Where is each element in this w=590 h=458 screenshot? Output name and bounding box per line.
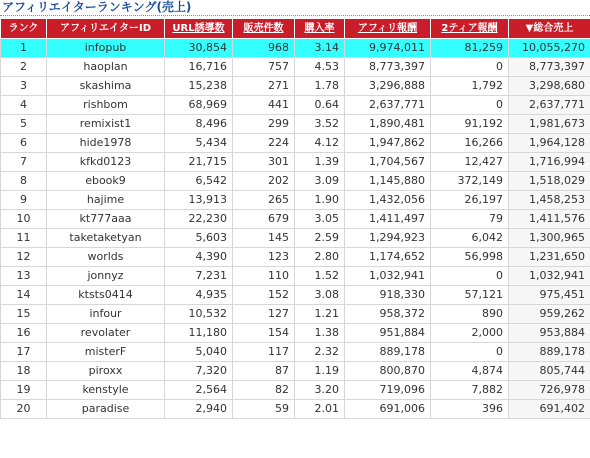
sales-count-cell: 271	[233, 77, 295, 96]
tier2-reward-cell: 56,998	[431, 248, 509, 267]
sales-count-cell: 299	[233, 115, 295, 134]
sales-count-cell: 110	[233, 267, 295, 286]
total-sales-cell: 1,981,673	[509, 115, 590, 134]
tier2-reward-cell: 91,192	[431, 115, 509, 134]
affiliate-id-cell: ktsts0414	[47, 286, 165, 305]
sales-count-cell: 59	[233, 400, 295, 419]
header-url-clicks[interactable]	[165, 19, 233, 39]
purchase-rate-cell: 0.64	[295, 96, 345, 115]
rank-cell: 14	[1, 286, 47, 305]
tier2-reward-cell: 81,259	[431, 39, 509, 58]
header-sales-count[interactable]	[233, 19, 295, 39]
total-sales-cell: 726,978	[509, 381, 590, 400]
header-rank: ランク	[1, 19, 47, 39]
sales-count-cell: 757	[233, 58, 295, 77]
sort-purchase-rate-link[interactable]: 購入率	[304, 23, 335, 34]
affiliate-id-cell: misterF	[47, 343, 165, 362]
rank-cell: 9	[1, 191, 47, 210]
purchase-rate-cell: 3.52	[295, 115, 345, 134]
table-row	[1, 343, 590, 362]
rank-cell: 2	[1, 58, 47, 77]
tier2-reward-cell: 0	[431, 267, 509, 286]
tier2-reward-cell: 12,427	[431, 153, 509, 172]
tier2-reward-cell: 7,882	[431, 381, 509, 400]
sort-url-clicks-link[interactable]: URL誘導数	[172, 23, 225, 34]
sales-count-cell: 127	[233, 305, 295, 324]
table-row	[1, 229, 590, 248]
url-clicks-cell: 15,238	[165, 77, 233, 96]
rank-cell: 12	[1, 248, 47, 267]
table-row	[1, 381, 590, 400]
purchase-rate-cell: 3.14	[295, 39, 345, 58]
url-clicks-cell: 4,935	[165, 286, 233, 305]
tier2-reward-cell: 1,792	[431, 77, 509, 96]
sales-count-cell: 968	[233, 39, 295, 58]
affiliate-id-cell: paradise	[47, 400, 165, 419]
table-row	[1, 362, 590, 381]
header-tier2-reward[interactable]	[431, 19, 509, 39]
total-sales-cell: 691,402	[509, 400, 590, 419]
total-sales-cell: 3,298,680	[509, 77, 590, 96]
rank-cell: 13	[1, 267, 47, 286]
affiliate-reward-cell: 3,296,888	[345, 77, 431, 96]
affiliate-id-cell: hajime	[47, 191, 165, 210]
total-sales-cell: 1,032,941	[509, 267, 590, 286]
total-sales-cell: 975,451	[509, 286, 590, 305]
affiliate-id-cell: revolater	[47, 324, 165, 343]
sales-count-cell: 154	[233, 324, 295, 343]
affiliate-id-cell: skashima	[47, 77, 165, 96]
table-row	[1, 134, 590, 153]
affiliate-id-cell: worlds	[47, 248, 165, 267]
tier2-reward-cell: 372,149	[431, 172, 509, 191]
table-header-row	[1, 19, 590, 39]
affiliate-reward-cell: 1,432,056	[345, 191, 431, 210]
table-row	[1, 77, 590, 96]
rank-cell: 7	[1, 153, 47, 172]
affiliate-id-cell: jonnyz	[47, 267, 165, 286]
table-row	[1, 210, 590, 229]
purchase-rate-cell: 3.05	[295, 210, 345, 229]
table-row	[1, 305, 590, 324]
table-row	[1, 324, 590, 343]
url-clicks-cell: 10,532	[165, 305, 233, 324]
purchase-rate-cell: 2.80	[295, 248, 345, 267]
affiliate-reward-cell: 958,372	[345, 305, 431, 324]
purchase-rate-cell: 2.01	[295, 400, 345, 419]
purchase-rate-cell: 1.39	[295, 153, 345, 172]
table-row	[1, 248, 590, 267]
total-sales-cell: 1,300,965	[509, 229, 590, 248]
sales-count-cell: 202	[233, 172, 295, 191]
url-clicks-cell: 7,231	[165, 267, 233, 286]
affiliate-reward-cell: 889,178	[345, 343, 431, 362]
url-clicks-cell: 13,913	[165, 191, 233, 210]
total-sales-cell: 1,411,576	[509, 210, 590, 229]
sales-count-cell: 301	[233, 153, 295, 172]
purchase-rate-cell: 1.38	[295, 324, 345, 343]
total-sales-cell: 1,716,994	[509, 153, 590, 172]
tier2-reward-cell: 0	[431, 343, 509, 362]
affiliate-reward-cell: 1,704,567	[345, 153, 431, 172]
purchase-rate-cell: 1.90	[295, 191, 345, 210]
total-sales-cell: 8,773,397	[509, 58, 590, 77]
sales-count-cell: 123	[233, 248, 295, 267]
affiliate-reward-cell: 2,637,771	[345, 96, 431, 115]
sales-count-cell: 224	[233, 134, 295, 153]
sort-affiliate-reward-link[interactable]: アフィリ報酬	[357, 23, 418, 34]
tier2-reward-cell: 2,000	[431, 324, 509, 343]
url-clicks-cell: 6,542	[165, 172, 233, 191]
purchase-rate-cell: 1.52	[295, 267, 345, 286]
affiliate-reward-cell: 8,773,397	[345, 58, 431, 77]
affiliate-id-cell: kenstyle	[47, 381, 165, 400]
header-affiliate-id: アフィリエイターID	[47, 19, 165, 39]
tier2-reward-cell: 890	[431, 305, 509, 324]
tier2-reward-cell: 0	[431, 96, 509, 115]
total-sales-cell: 805,744	[509, 362, 590, 381]
affiliate-id-cell: hide1978	[47, 134, 165, 153]
purchase-rate-cell: 1.19	[295, 362, 345, 381]
rank-cell: 10	[1, 210, 47, 229]
affiliate-reward-cell: 1,411,497	[345, 210, 431, 229]
table-row	[1, 58, 590, 77]
purchase-rate-cell: 2.32	[295, 343, 345, 362]
tier2-reward-cell: 26,197	[431, 191, 509, 210]
total-sales-cell: 1,964,128	[509, 134, 590, 153]
sales-count-cell: 145	[233, 229, 295, 248]
sales-count-cell: 679	[233, 210, 295, 229]
tier2-reward-cell: 6,042	[431, 229, 509, 248]
purchase-rate-cell: 3.09	[295, 172, 345, 191]
rank-cell: 3	[1, 77, 47, 96]
tier2-reward-cell: 79	[431, 210, 509, 229]
table-row	[1, 400, 590, 419]
url-clicks-cell: 68,969	[165, 96, 233, 115]
url-clicks-cell: 21,715	[165, 153, 233, 172]
url-clicks-cell: 30,854	[165, 39, 233, 58]
sort-tier2-reward-link[interactable]: 2ティア報酬	[441, 23, 498, 34]
tier2-reward-cell: 396	[431, 400, 509, 419]
rank-cell: 20	[1, 400, 47, 419]
affiliate-id-cell: haoplan	[47, 58, 165, 77]
header-purchase-rate[interactable]	[295, 19, 345, 39]
tier2-reward-cell: 0	[431, 58, 509, 77]
purchase-rate-cell: 4.53	[295, 58, 345, 77]
affiliate-id-cell: piroxx	[47, 362, 165, 381]
url-clicks-cell: 22,230	[165, 210, 233, 229]
sales-count-cell: 265	[233, 191, 295, 210]
affiliate-reward-cell: 800,870	[345, 362, 431, 381]
purchase-rate-cell: 3.08	[295, 286, 345, 305]
affiliate-id-cell: taketaketyan	[47, 229, 165, 248]
tier2-reward-cell: 16,266	[431, 134, 509, 153]
total-sales-cell: 1,458,253	[509, 191, 590, 210]
total-sales-cell: 889,178	[509, 343, 590, 362]
purchase-rate-cell: 3.20	[295, 381, 345, 400]
affiliate-reward-cell: 918,330	[345, 286, 431, 305]
ranking-table-body	[1, 39, 590, 419]
total-sales-cell: 10,055,270	[509, 39, 590, 58]
purchase-rate-cell: 2.59	[295, 229, 345, 248]
total-sales-cell: 959,262	[509, 305, 590, 324]
purchase-rate-cell: 1.21	[295, 305, 345, 324]
sales-count-cell: 441	[233, 96, 295, 115]
rank-cell: 4	[1, 96, 47, 115]
affiliate-reward-cell: 1,947,862	[345, 134, 431, 153]
url-clicks-cell: 2,564	[165, 381, 233, 400]
total-sales-cell: 1,231,650	[509, 248, 590, 267]
sales-count-cell: 82	[233, 381, 295, 400]
affiliate-id-cell: infour	[47, 305, 165, 324]
table-row	[1, 172, 590, 191]
total-sales-cell: 1,518,029	[509, 172, 590, 191]
rank-cell: 6	[1, 134, 47, 153]
header-affiliate-reward[interactable]	[345, 19, 431, 39]
url-clicks-cell: 5,040	[165, 343, 233, 362]
url-clicks-cell: 2,940	[165, 400, 233, 419]
table-row	[1, 267, 590, 286]
affiliate-reward-cell: 1,032,941	[345, 267, 431, 286]
purchase-rate-cell: 1.78	[295, 77, 345, 96]
url-clicks-cell: 5,434	[165, 134, 233, 153]
affiliate-id-cell: infopub	[47, 39, 165, 58]
url-clicks-cell: 11,180	[165, 324, 233, 343]
table-row	[1, 115, 590, 134]
total-sales-cell: 2,637,771	[509, 96, 590, 115]
url-clicks-cell: 16,716	[165, 58, 233, 77]
rank-cell: 8	[1, 172, 47, 191]
table-row	[1, 39, 590, 58]
url-clicks-cell: 5,603	[165, 229, 233, 248]
rank-cell: 17	[1, 343, 47, 362]
rank-cell: 18	[1, 362, 47, 381]
header-total-sales-sorted[interactable]: ▼総合売上	[509, 19, 590, 39]
table-row	[1, 153, 590, 172]
affiliate-id-cell: kt777aaa	[47, 210, 165, 229]
rank-cell: 16	[1, 324, 47, 343]
sales-count-cell: 117	[233, 343, 295, 362]
rank-cell: 5	[1, 115, 47, 134]
sort-sales-count-link[interactable]: 販売件数	[243, 23, 284, 34]
affiliate-reward-cell: 9,974,011	[345, 39, 431, 58]
sales-count-cell: 87	[233, 362, 295, 381]
table-row	[1, 191, 590, 210]
purchase-rate-cell: 4.12	[295, 134, 345, 153]
affiliate-reward-cell: 1,890,481	[345, 115, 431, 134]
rank-cell: 11	[1, 229, 47, 248]
sales-count-cell: 152	[233, 286, 295, 305]
url-clicks-cell: 4,390	[165, 248, 233, 267]
tier2-reward-cell: 57,121	[431, 286, 509, 305]
url-clicks-cell: 8,496	[165, 115, 233, 134]
rank-cell: 1	[1, 39, 47, 58]
affiliate-reward-cell: 1,294,923	[345, 229, 431, 248]
affiliate-reward-cell: 1,145,880	[345, 172, 431, 191]
affiliate-reward-cell: 1,174,652	[345, 248, 431, 267]
rank-cell: 15	[1, 305, 47, 324]
affiliate-reward-cell: 719,096	[345, 381, 431, 400]
affiliate-id-cell: kfkd0123	[47, 153, 165, 172]
affiliate-reward-cell: 951,884	[345, 324, 431, 343]
total-sales-cell: 953,884	[509, 324, 590, 343]
affiliate-id-cell: remixist1	[47, 115, 165, 134]
rank-cell: 19	[1, 381, 47, 400]
affiliate-id-cell: rishbom	[47, 96, 165, 115]
url-clicks-cell: 7,320	[165, 362, 233, 381]
tier2-reward-cell: 4,874	[431, 362, 509, 381]
affiliate-reward-cell: 691,006	[345, 400, 431, 419]
table-row	[1, 286, 590, 305]
table-row	[1, 96, 590, 115]
page-title: アフィリエイターランキング(売上)	[0, 0, 590, 16]
ranking-table	[0, 18, 590, 419]
affiliate-id-cell: ebook9	[47, 172, 165, 191]
